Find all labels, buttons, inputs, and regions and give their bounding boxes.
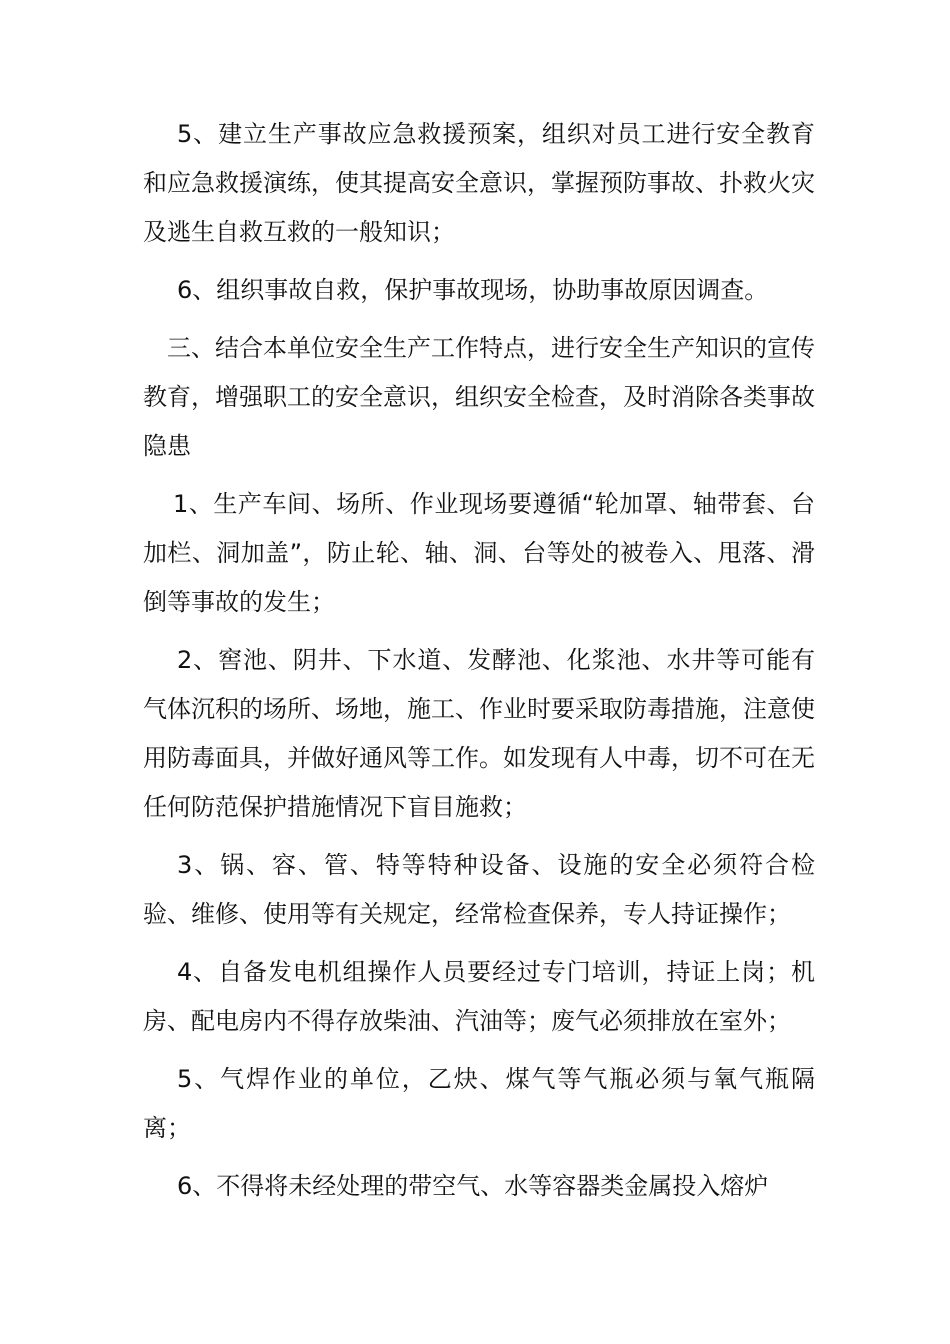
- paragraph-item-5-gas-welding: 5、气焊作业的单位，乙炔、煤气等气瓶必须与氧气瓶隔离；: [143, 1065, 815, 1142]
- document-body: [143, 110, 815, 1220]
- paragraph-item-4-generator: 4、自备发电机组操作人员要经过专门培训，持证上岗；机房、配电房内不得存放柴油、汽油等；废气必须排放在室外；: [143, 958, 815, 1035]
- paragraph-item-5-emergency-plan: 5、建立生产事故应急救援预案，组织对员工进行安全教育和应急救援演练，使其提高安全意识，掌握预防事故、扑救火灾及逃生自救互救的一般知识；: [143, 120, 815, 246]
- paragraph-item-3-special-equipment: 3、锅、容、管、特等特种设备、设施的安全必须符合检验、维修、使用等有关规定，经常检查保养，专人持证操作；: [143, 851, 815, 928]
- paragraph-item-6-furnace: 6、不得将未经处理的带空气、水等容器类金属投入熔炉: [177, 1172, 769, 1200]
- paragraph-item-6-accident-rescue: 6、组织事故自救，保护事故现场，协助事故原因调查。: [177, 276, 769, 304]
- paragraph-item-1-workshop-safety: 1、生产车间、场所、作业现场要遵循“轮加罩、轴带套、台加栏、洞加盖”，防止轮、轴、洞、台等处的被卷入、甩落、滑倒等事故的发生；: [143, 490, 815, 616]
- section-three-heading-paragraph: 三、结合本单位安全生产工作特点，进行安全生产知识的宣传教育，增强职工的安全意识，组织安全检查，及时消除各类事故隐患: [143, 334, 815, 460]
- paragraph-item-2-toxic-gas: 2、窖池、阴井、下水道、发酵池、化浆池、水井等可能有气体沉积的场所、场地，施工、作业时要采取防毒措施，注意使用防毒面具，并做好通风等工作。如发现有人中毒，切不可在无任何防范保护措施情况下盲目施救；: [143, 646, 815, 821]
